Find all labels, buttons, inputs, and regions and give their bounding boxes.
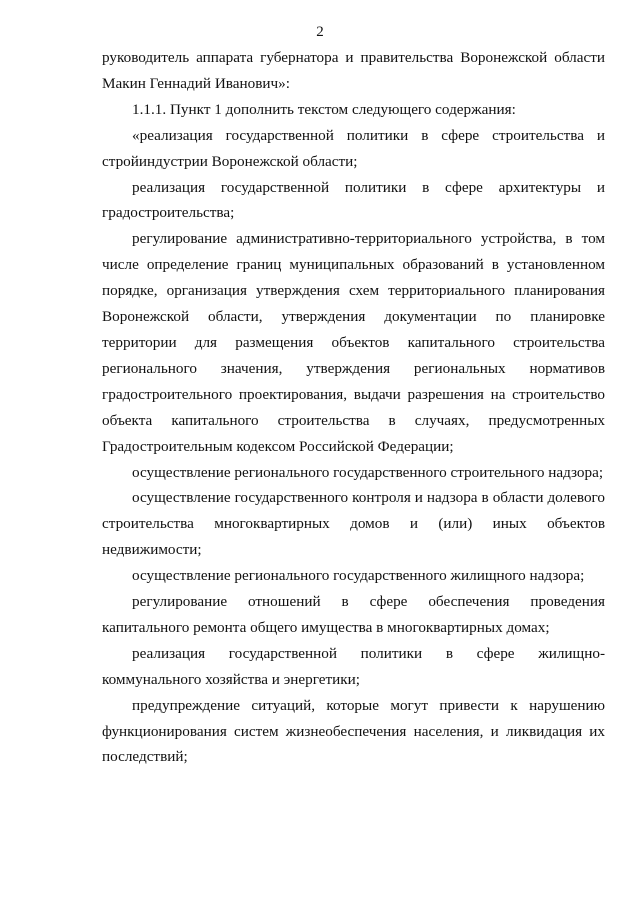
page-number: 2 — [316, 24, 324, 40]
paragraph-territorial-regulation: регулирование административно-территориального устройства, в том числе определение границ муниципальных образований в установленном порядке, организация утверждения схем территориального планирования Воронежской области, утверждения документации по планировке территории для размещения объектов капитального строительства регионального значения, утверждения региональных нормативов градостроительного проектирования, выдачи разрешения на строительство объекта капитального строительства в случаях, предусмотренных Градостроительным кодексом Российской Федерации; — [102, 230, 605, 455]
paragraph-capital-repair: регулирование отношений в сфере обеспечения проведения капитального ремонта общего имущества в многоквартирных домах; — [102, 593, 605, 636]
paragraph-architecture-policy: реализация государственной политики в сфере архитектуры и градостроительства; — [102, 178, 605, 222]
paragraph-continuation: руководитель аппарата губернатора и правительства Воронежской области Макин Геннадий Иванович»: — [102, 49, 605, 92]
paragraph-housing-supervision: осуществление регионального государственного жилищного надзора; — [132, 567, 585, 585]
paragraph-clause-1-1-1: 1.1.1. Пункт 1 дополнить текстом следующего содержания: — [132, 100, 516, 118]
paragraph-shared-construction-control: осуществление государственного контроля и надзора в области долевого строительства многоквартирных домов и (или) иных объектов недвижимости; — [102, 489, 605, 559]
document-body — [102, 45, 605, 770]
paragraph-housing-utilities: реализация государственной политики в сфере жилищно-коммунального хозяйства и энергетики; — [102, 644, 605, 688]
paragraph-construction-supervision: осуществление регионального государственного строительного надзора; — [132, 463, 604, 481]
paragraph-life-support: предупреждение ситуаций, которые могут привести к нарушению функционирования систем жизнеобеспечения населения, и ликвидация их последствий; — [102, 696, 605, 766]
paragraph-construction-policy: «реализация государственной политики в сфере строительства и стройиндустрии Воронежской области; — [102, 126, 605, 170]
